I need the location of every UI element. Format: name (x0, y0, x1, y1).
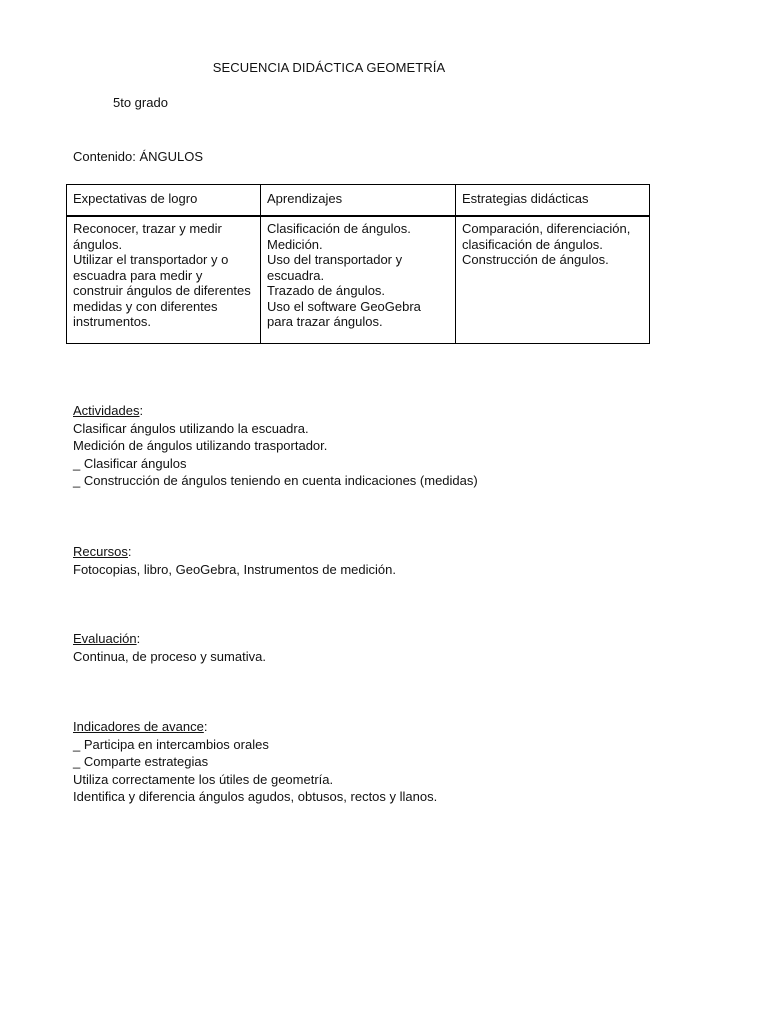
list-item: _ Clasificar ángulos (73, 455, 187, 471)
section-heading: Evaluación: (73, 631, 141, 646)
table-row (67, 216, 650, 344)
cell-line: Clasificación de ángulos. (267, 221, 411, 236)
cell-line: Medición. (267, 236, 323, 252)
cell-line: Trazado de ángulos. (267, 283, 386, 298)
cell-estrategias (456, 216, 650, 344)
cell-line: Uso el software GeoGebra para trazar ángulos. (267, 298, 421, 329)
section-indicadores (73, 718, 437, 806)
cell-aprendizajes (261, 216, 456, 344)
grade-label: 5to grado (113, 95, 168, 110)
header-aprendizajes: Aprendizajes (261, 185, 456, 217)
list-item: Clasificar ángulos utilizando la escuadra. (73, 420, 309, 436)
cell-expectativas (67, 216, 261, 344)
section-heading: Recursos: (73, 544, 132, 559)
list-item: Fotocopias, libro, GeoGebra, Instrumentos de medición. (73, 561, 396, 577)
section-actividades (73, 402, 478, 490)
section-recursos (73, 543, 396, 578)
section-evaluacion (73, 630, 266, 665)
recursos-heading: Recursos (73, 544, 128, 559)
list-item: Medición de ángulos utilizando trasportador. (73, 438, 328, 453)
list-item: _ Construcción de ángulos teniendo en cuenta indicaciones (medidas) (73, 473, 478, 488)
table-header-row (67, 185, 650, 217)
list-item: _ Participa en intercambios orales (73, 736, 269, 752)
list-item: _ Comparte estrategias (73, 754, 209, 769)
header-expectativas: Expectativas de logro (67, 185, 261, 217)
content-topic: Contenido: ÁNGULOS (73, 149, 204, 164)
indicadores-heading: Indicadores de avance (73, 719, 204, 734)
header-estrategias: Estrategias didácticas (456, 185, 650, 217)
section-heading: Indicadores de avance: (73, 719, 208, 734)
cell-line: Reconocer, trazar y medir ángulos. (73, 221, 222, 252)
list-item: Continua, de proceso y sumativa. (73, 648, 266, 664)
list-item: Identifica y diferencia ángulos agudos, obtusos, rectos y llanos. (73, 789, 438, 804)
evaluacion-heading: Evaluación (73, 631, 137, 646)
document-title: SECUENCIA DIDÁCTICA GEOMETRÍA (212, 60, 446, 75)
list-item: Utiliza correctamente los útiles de geometría. (73, 771, 334, 787)
cell-line: Comparación, diferenciación, clasificación de ángulos. Construcción de ángulos. (462, 221, 631, 267)
planning-table (66, 184, 650, 344)
actividades-heading: Actividades (73, 403, 140, 418)
section-heading: Actividades: (73, 403, 144, 418)
cell-line: Uso del transportador y escuadra. (267, 252, 403, 283)
cell-line: Utilizar el transportador y o escuadra para medir y construir ángulos de diferentes medidas y con diferentes instrumentos. (73, 252, 251, 329)
